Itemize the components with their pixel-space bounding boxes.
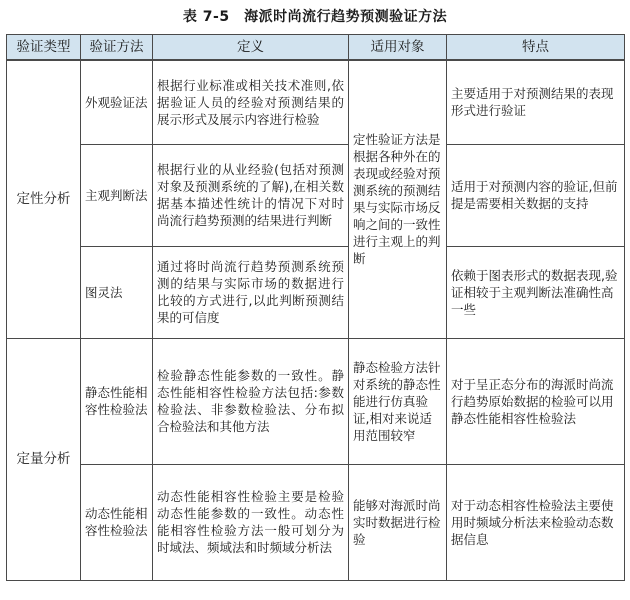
object-cell-qualitative: 定性验证方法是根据各种外在的表现或经验对预测系统的预测结果与实际市场反响之间的一致性进行主观上的判断	[349, 60, 447, 338]
definition-cell: 检验静态性能参数的一致性。静态性能相容性检验方法包括:参数检验法、非参数检验法、分布拟合检验法和其他方法	[153, 338, 349, 464]
header-type: 验证类型	[7, 35, 81, 61]
object-cell: 静态检验方法针对系统的静态性能进行仿真验证,相对来说适用范围较窄	[349, 338, 447, 464]
type-cell-qualitative: 定性分析	[7, 60, 81, 338]
method-cell: 动态性能相容性检验法	[81, 464, 153, 580]
feature-cell: 依赖于图表形式的数据表现,验证相较于主观判断法准确性高一些	[447, 246, 625, 338]
feature-cell: 主要适用于对预测结果的表现形式进行验证	[447, 60, 625, 144]
table-row	[7, 144, 625, 246]
object-cell: 能够对海派时尚实时数据进行检验	[349, 464, 447, 580]
table-row	[7, 60, 625, 144]
method-cell: 静态性能相容性检验法	[81, 338, 153, 464]
feature-cell: 适用于对预测内容的验证,但前提是需要相关数据的支持	[447, 144, 625, 246]
definition-cell: 通过将时尚流行趋势预测系统预测的结果与实际市场的数据进行比较的方式进行,以此判断预测结果的可信度	[153, 246, 349, 338]
table-caption: 表 7-5 海派时尚流行趋势预测验证方法	[182, 9, 448, 25]
method-cell: 外观验证法	[81, 60, 153, 144]
definition-cell: 动态性能相容性检验主要是检验动态性能参数的一致性。动态性能相容性检验方法一般可划分为时域法、频域法和时频域分析法	[153, 464, 349, 580]
table-row	[7, 464, 625, 580]
header-definition: 定义	[153, 35, 349, 61]
method-cell: 主观判断法	[81, 144, 153, 246]
header-row	[7, 35, 625, 61]
table-row	[7, 246, 625, 338]
header-method: 验证方法	[81, 35, 153, 61]
feature-cell: 对于动态相容性检验法主要使用时频域分析法来检验动态数据信息	[447, 464, 625, 580]
method-cell: 图灵法	[81, 246, 153, 338]
definition-cell: 根据行业的从业经验(包括对预测对象及预测系统的了解),在相关数据基本描述性统计的情况下对时尚流行趋势预测的结果进行判断	[153, 144, 349, 246]
header-feature: 特点	[447, 35, 625, 61]
table-row	[7, 338, 625, 464]
type-cell-quantitative: 定量分析	[7, 338, 81, 580]
feature-cell: 对于呈正态分布的海派时尚流行趋势原始数据的检验可以用静态性能相容性检验法	[447, 338, 625, 464]
validation-methods-table	[6, 34, 625, 581]
header-object: 适用对象	[349, 35, 447, 61]
definition-cell: 根据行业标准或相关技术准则,依据验证人员的经验对预测结果的展示形式及展示内容进行检验	[153, 60, 349, 144]
